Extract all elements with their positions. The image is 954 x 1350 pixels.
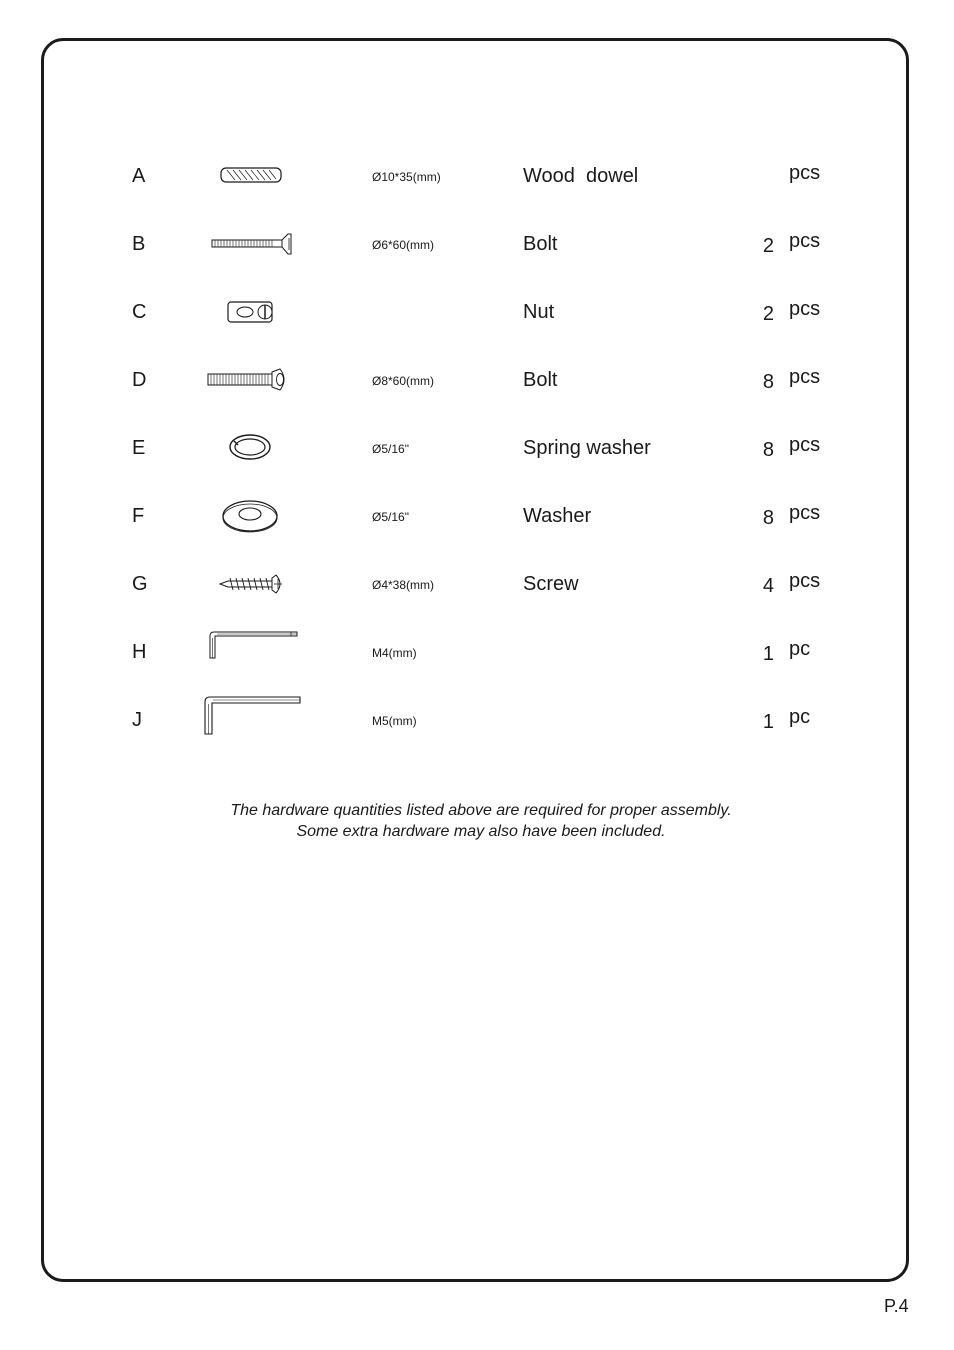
part-letter: E: [132, 437, 146, 459]
allen-key-small-icon: [200, 632, 310, 672]
hardware-row-g: [0, 572, 954, 612]
hardware-row-c: [0, 300, 954, 340]
note-line-2: Some extra hardware may also have been included.: [296, 823, 666, 840]
part-letter: G: [132, 573, 148, 595]
note-line-1: The hardware quantities listed above are required for proper assembly.: [230, 802, 732, 819]
part-quantity: 4: [762, 575, 774, 597]
part-unit: pcs: [789, 570, 821, 592]
part-size: Ø10*35(mm): [372, 170, 441, 184]
part-unit: pcs: [789, 298, 821, 320]
part-unit: pcs: [789, 366, 821, 388]
part-quantity: 1: [762, 643, 774, 665]
part-quantity: 8: [762, 439, 774, 461]
hardware-row-e: [0, 436, 954, 476]
allen-key-large-icon: [200, 700, 310, 740]
flat-washer-icon: [200, 496, 310, 536]
part-name: Bolt: [523, 369, 558, 391]
part-quantity: 2: [762, 303, 774, 325]
part-unit: pcs: [789, 230, 821, 252]
hardware-row-f: [0, 504, 954, 544]
part-quantity: 8: [762, 371, 774, 393]
page-number: P.4: [884, 1296, 909, 1316]
part-quantity: 1: [762, 711, 774, 733]
part-letter: H: [132, 641, 147, 663]
hardware-row-j: [0, 708, 954, 748]
part-size: M4(mm): [372, 646, 417, 660]
part-quantity: 8: [762, 507, 774, 529]
part-size: Ø5/16": [372, 510, 409, 524]
part-letter: J: [132, 709, 142, 731]
wood-dowel-icon: [200, 156, 310, 196]
part-letter: B: [132, 233, 146, 255]
part-unit: pcs: [789, 434, 821, 456]
part-size: Ø4*38(mm): [372, 578, 435, 592]
part-name: Bolt: [523, 233, 558, 255]
part-name: Washer: [523, 505, 592, 527]
part-unit: pcs: [789, 502, 821, 524]
spring-washer-icon: [200, 428, 310, 468]
hardware-row-b: [0, 232, 954, 272]
part-letter: A: [132, 165, 146, 187]
part-name: Nut: [523, 301, 555, 323]
part-unit: pc: [789, 638, 811, 660]
part-letter: D: [132, 369, 147, 391]
hardware-row-d: [0, 368, 954, 408]
part-size: Ø5/16": [372, 442, 409, 456]
barrel-nut-icon: [200, 292, 310, 332]
part-quantity: 2: [762, 235, 774, 257]
part-size: Ø8*60(mm): [372, 374, 435, 388]
part-name: Screw: [523, 573, 579, 595]
round-head-bolt-icon: [200, 360, 310, 400]
part-name: Spring washer: [523, 437, 651, 459]
hardware-note: [0, 800, 954, 842]
flat-head-bolt-icon: [200, 224, 310, 264]
hardware-row-h: [0, 640, 954, 680]
hardware-row-a: [0, 164, 954, 204]
part-size: M5(mm): [372, 714, 417, 728]
part-letter: C: [132, 301, 147, 323]
part-unit: pcs: [789, 162, 821, 184]
part-size: Ø6*60(mm): [372, 238, 435, 252]
part-letter: F: [132, 505, 145, 527]
part-unit: pc: [789, 706, 811, 728]
wood-screw-icon: [200, 564, 310, 604]
part-name: Wood dowel: [523, 165, 639, 187]
